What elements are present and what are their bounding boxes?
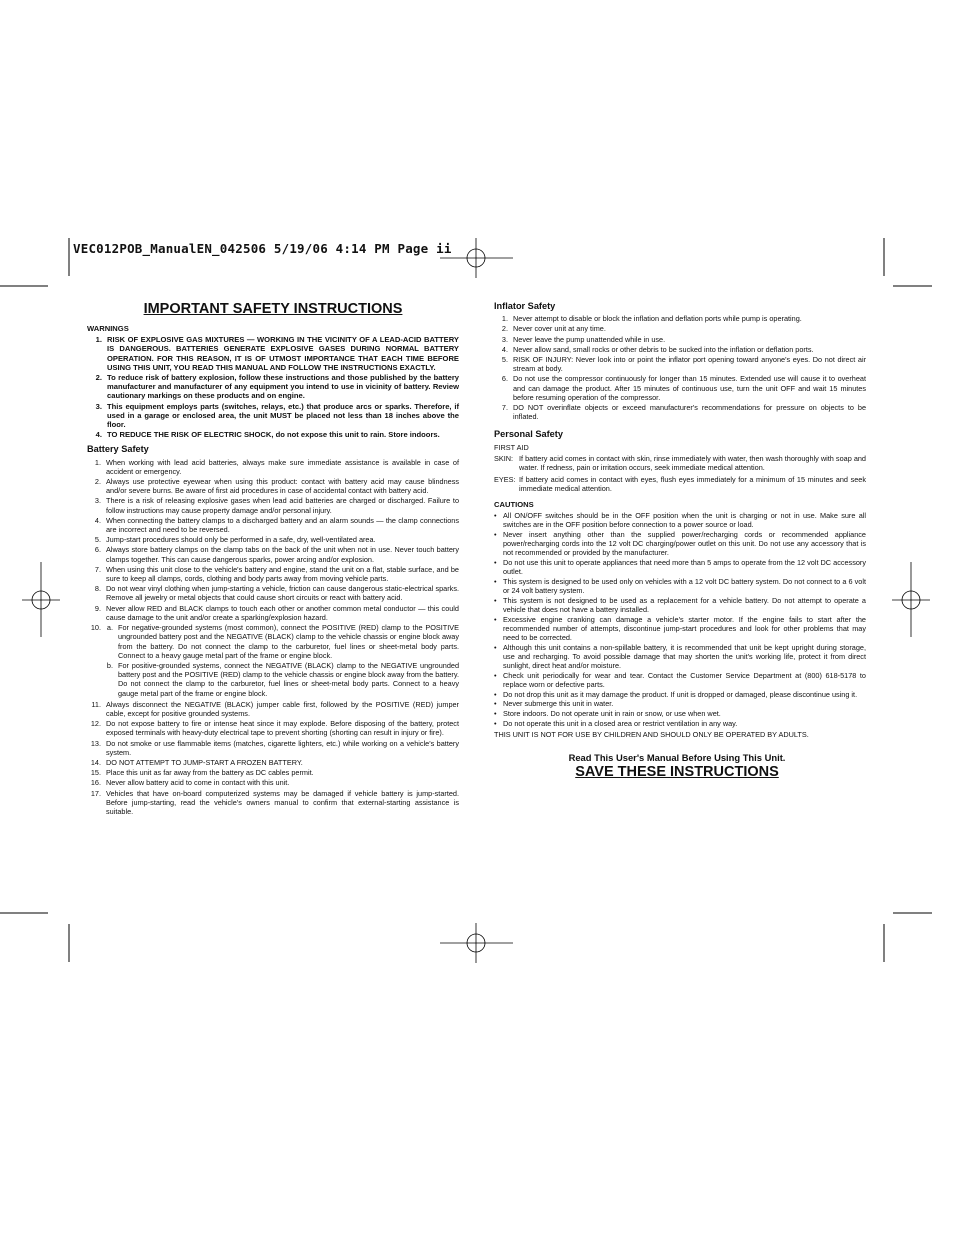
list-item: 7. When using this unit close to the vehicle's battery and engine, stand the unit on a flat, stable surface, and be sure to keep all clamps, cords, clothing and body parts away from moving vehicle parts. — [94, 564, 459, 584]
list-item: 12. Do not expose battery to fire or intense heat since it may explode. Before disposing of the battery, protect exposed terminals with heavy-duty electrical tape to prevent shorting (shorting can result in injury or fire). — [90, 719, 459, 738]
warning-item: 2. To reduce risk of battery explosion, follow these instructions and those published by the battery manufacturer and manufacturer of any equipment you intend to use in vicinity of battery. Review cautionary markings on these products and on engine. — [95, 373, 459, 401]
eyes-first-aid: EYES: If battery acid comes in contact with eyes, flush eyes immediately for a minimum of 15 minutes and seek immediate medical attention. — [494, 475, 866, 494]
left-column — [87, 300, 459, 817]
first-aid-label: FIRST AID — [494, 442, 529, 452]
registration-mark-left — [22, 562, 60, 637]
list-item: 7. DO NOT overinflate objects or exceed manufacturer's recommendations for pressure on objects to be inflated. — [501, 403, 866, 422]
list-item: 2. Always use protective eyewear when using this product: contact with battery acid may cause blindness and/or severe burns. Be aware of first aid procedures in case of accidental contact with battery acid. — [94, 477, 459, 496]
sub-item: b. For positive-grounded systems, connect the NEGATIVE (BLACK) clamp to the NEGATIVE ungrounded battery post and the POSITIVE (RED) clamp to the vehicle chassis or engine block away from the battery. Do not connect the clamp to the carburetor, fuel lines or sheet-metal body parts. Connect to a heavy gauge metal part of the frame or engine block. — [106, 660, 459, 698]
caution-item: • Store indoors. Do not operate unit in rain or snow, or use when wet. — [494, 709, 721, 719]
list-item: 8. Do not wear vinyl clothing when jump-starting a vehicle, friction can cause dangerous static-electrical sparks. Remove all jewelry or metal objects that could cause short circuits or react with battery acid. — [94, 584, 459, 603]
print-slug: VEC012POB_ManualEN_042506 5/19/06 4:14 PM Page ii — [73, 241, 452, 256]
caution-item: • This system is not designed to be used as a replacement for a vehicle battery. Do not attempt to operate a vehicle that does not have a battery installed. — [494, 595, 866, 614]
read-manual-notice: Read This User's Manual Before Using This Unit. — [568, 752, 786, 764]
caution-item: • Although this unit contains a non-spillable battery, it is recommended that unit be kept upright during storage, use and recharging. To avoid possible damage that may shorten the unit's working life, protect it from direct sunlight, direct heat and/or moisture. — [494, 642, 866, 671]
battery-safety-list — [87, 458, 459, 817]
list-item: 6. Always store battery clamps on the clamp tabs on the back of the unit when not in use. Never touch battery clamps together. This can cause dangerous sparks, power arcing and/or explosion. — [94, 545, 459, 564]
list-item: 6. Do not use the compressor continuously for longer than 15 minutes. Extended use will cause it to overheat and can damage the product. After 15 minutes of continuous use, turn the unit OFF and wait 15 minutes before resuming operation of the compressor. — [501, 374, 866, 402]
list-item: 9. Never allow RED and BLACK clamps to touch each other or another common metal conductor — this could cause damage to the unit and/or create a sparking/explosion hazard. — [94, 603, 459, 622]
inflator-safety-list — [494, 314, 866, 421]
personal-safety-heading: Personal Safety — [494, 429, 563, 440]
caution-item: • All ON/OFF switches should be in the OFF position when the unit is charging or not in use. Make sure all switches are in the OFF position before connection to a power source or load. — [494, 510, 866, 530]
list-item: 5. Jump-start procedures should only be performed in a safe, dry, well-ventilated area. — [94, 535, 376, 545]
inflator-safety-heading: Inflator Safety — [494, 301, 556, 311]
list-item: 15. Place this unit as far away from the battery as DC cables permit. — [90, 768, 314, 778]
caution-item: • Excessive engine cranking can damage a vehicle's starter motor. If the engine fails to start after the recommended number of attempts, discontinue jump-start procedures and look for other problems that may need to be corrected. — [494, 614, 866, 642]
warning-item: 4. TO REDUCE THE RISK OF ELECTRIC SHOCK, do not expose this unit to rain. Store indoors. — [95, 430, 440, 440]
warnings-list — [87, 335, 459, 439]
battery-safety-heading: Battery Safety — [87, 444, 149, 455]
list-item: 1. When working with lead acid batteries, always make sure immediate assistance is available in case of accident or emergency. — [94, 457, 459, 476]
caution-item: • Never insert anything other than the supplied power/recharging cords or recommended appliance power/recharging cords into the 12 volt DC charging/power outlet on this unit. Do not use any accessory that is not recommended or provided by the manufacturer. — [494, 529, 866, 558]
list-item: 4. When connecting the battery clamps to a discharged battery and an alarm sounds — the clamp connections are incorrect and need to be reversed. — [94, 515, 459, 535]
skin-first-aid: SKIN: If battery acid comes in contact with skin, rinse immediately with water, then wash thoroughly with soap and water. If redness, pain or irritation occurs, seek immediate medical attention. — [494, 453, 866, 473]
sub-item: a. For negative-grounded systems (most common), connect the POSITIVE (RED) clamp to the POSITIVE ungrounded battery post and the NEGATIVE (BLACK) clamp to the vehicle chassis or engine block away from the battery. Do not connect the clamp to the carburetor, fuel lines or sheet-metal body parts. Connect to a heavy gauge metal part of the frame or engine block. — [106, 623, 459, 660]
cautions-list — [494, 511, 866, 728]
list-item: 10. a. For negative-grounded systems (most common), connect the POSITIVE (RED) clamp to the POSITIVE ungrounded battery post and the NEGATIVE (BLACK) clamp to the vehicle chassis or engine block away from the battery. Do not connect the clamp to the carburetor, fuel lines or sheet-metal body parts. Connect to a heavy gauge metal part of the frame or engine block. b. For positive-grounded systems, connect the NEGATIVE (BLACK) clamp to the NEGATIVE ungrounded battery post and the POSITIVE (RED) clamp to the vehicle chassis or engine block away from the battery. Do not connect the clamp to the carburetor, fuel lines or sheet-metal body parts. Connect to a heavy gauge metal part of the frame or engine block. — [90, 623, 459, 698]
list-item: 3. There is a risk of releasing explosive gases when lead acid batteries are charged or discharged. Failure to follow instructions may cause property damage and/or personal injury. — [94, 496, 459, 515]
list-item: 1. Never attempt to disable or block the inflation and deflation ports while pump is operating. — [501, 314, 802, 324]
list-item: 17. Vehicles that have on-board computerized systems may be damaged if vehicle battery is jump-started. Before jump-starting, read the vehicle's owners manual to confirm that external-starting assistance is suitable. — [90, 788, 459, 816]
list-item: 14. DO NOT ATTEMPT TO JUMP-START A FROZEN BATTERY. — [90, 757, 303, 767]
registration-mark-bottom — [440, 923, 513, 963]
page-title: IMPORTANT SAFETY INSTRUCTIONS — [143, 301, 403, 317]
list-item: 4. Never allow sand, small rocks or other debris to be sucked into the inflation or deflation ports. — [501, 344, 814, 354]
warning-item: 3. This equipment employs parts (switches, relays, etc.) that produce arcs or sparks. Therefore, if used in a garage or enclosed area, the unit MUST be placed not less than 18 inches above the floor. — [95, 401, 459, 430]
adults-only-notice: THIS UNIT IS NOT FOR USE BY CHILDREN AND SHOULD ONLY BE OPERATED BY ADULTS. — [494, 730, 809, 740]
caution-item: • This system is designed to be used only on vehicles with a 12 volt DC battery system. Do not connect to a 6 volt or 24 volt battery system. — [494, 576, 866, 595]
list-item: 16. Never allow battery acid to come in contact with this unit. — [90, 778, 290, 788]
caution-item: • Do not use this unit to operate appliances that need more than 5 amps to operate from the 12 volt DC accessory outlet. — [494, 557, 866, 577]
registration-mark-right — [892, 562, 930, 637]
caution-item: • Check unit periodically for wear and tear. Contact the Customer Service Department at (800) 618-5178 to replace worn or defective parts. — [494, 670, 866, 690]
save-instructions-title: SAVE THESE INSTRUCTIONS — [575, 764, 779, 781]
caution-item: • Do not operate this unit in a closed area or restrict ventilation in any way. — [494, 718, 738, 728]
caution-item: • Do not drop this unit as it may damage the product. If unit is dropped or damaged, please discontinue using it. — [494, 689, 858, 699]
list-item: 13. Do not smoke or use flammable items (matches, cigarette lighters, etc.) while working on a vehicle's battery system. — [90, 738, 459, 757]
cautions-heading: CAUTIONS — [494, 499, 534, 509]
list-item: 5. RISK OF INJURY: Never look into or point the inflator port opening toward anyone's eyes. Do not direct air stream at body. — [501, 355, 866, 374]
list-item: 11. Always disconnect the NEGATIVE (BLACK) jumper cable first, followed by the POSITIVE (RED) jumper cable, except for positive grounded systems. — [91, 699, 459, 718]
list-item: 2. Never cover unit at any time. — [501, 324, 606, 334]
warning-item: 1. RISK OF EXPLOSIVE GAS MIXTURES — WORKING IN THE VICINITY OF A LEAD-ACID BATTERY IS DANGEROUS. BATTERIES GENERATE EXPLOSIVE GASES DURING NORMAL BATTERY OPERATION. FOR THIS REASON, IT IS OF UTMOST IMPORTANCE THAT EACH TIME BEFORE USING THIS UNIT, YOU READ THIS MANUAL AND FOLLOW THE INSTRUCTIONS EXACTLY. — [95, 335, 459, 372]
right-column — [494, 300, 866, 781]
list-item: 3. Never leave the pump unattended while in use. — [501, 334, 666, 344]
caution-item: • Never submerge this unit in water. — [494, 699, 614, 709]
warnings-heading: WARNINGS — [87, 324, 129, 333]
